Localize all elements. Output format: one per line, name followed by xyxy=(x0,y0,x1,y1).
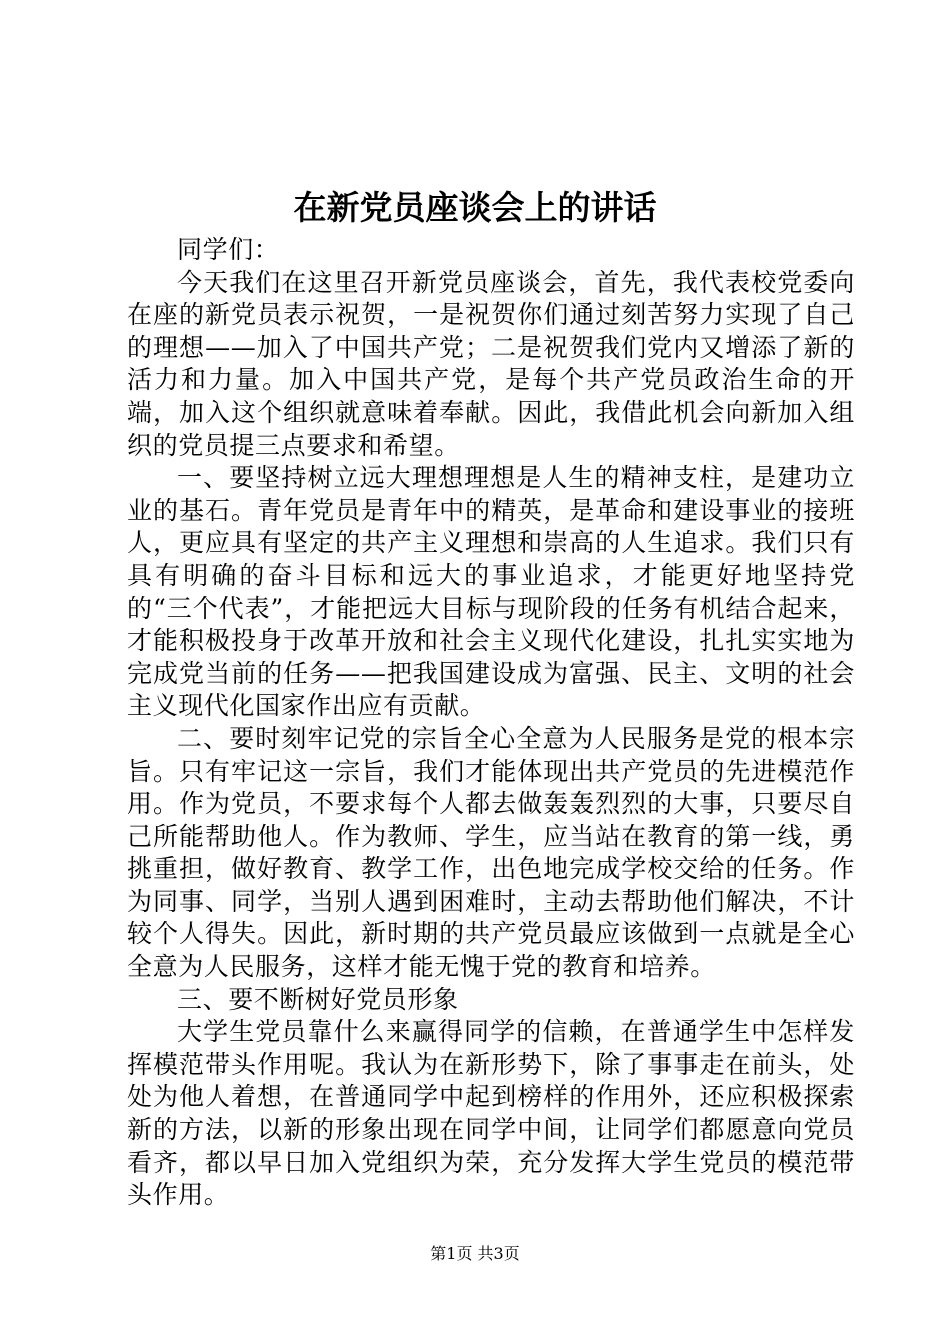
point-three-paragraph: 大学生党员靠什么来赢得同学的信赖，在普通学生中怎样发挥模范带头作用呢。我认为在新形势下，除了事事走在前头，处处为他人着想，在普通同学中起到榜样的作用外，还应积极探索新的方法，以新的形象出现在同学中间，让同学们都愿意向党员看齐，都以早日加入党组织为荣，充分发挥大学生党员的模范带头作用。 xyxy=(127,1017,855,1210)
point-three-heading: 三、要不断树好党员形象 xyxy=(177,984,459,1014)
page-number-footer: 第1页 共3页 xyxy=(430,1244,520,1263)
point-two-paragraph: 二、要时刻牢记党的宗旨全心全意为人民服务是党的根本宗旨。只有牢记这一宗旨，我们才能体现出共产党员的先进模范作用。作为党员，不要求每个人都去做轰轰烈烈的大事，只要尽自己所能帮助他人。作为教师、学生，应当站在教育的第一线，勇挑重担，做好教育、教学工作，出色地完成学校交给的任务。作为同事、同学，当别人遇到困难时，主动去帮助他们解决，不计较个人得失。因此，新时期的共产党员最应该做到一点就是全心全意为人民服务，这样才能无愧于党的教育和培养。 xyxy=(127,723,855,982)
point-one-paragraph: 一、要坚持树立远大理想理想是人生的精神支柱，是建功立业的基石。青年党员是青年中的精英，是革命和建设事业的接班人，更应具有坚定的共产主义理想和崇高的人生追求。我们只有具有明确的奋斗目标和远大的事业追求，才能更好地坚持党的“三个代表”，才能把远大目标与现阶段的任务有机结合起来，才能积极投身于改革开放和社会主义现代化建设，扎扎实实地为完成党当前的任务——把我国建设成为富强、民主、文明的社会主义现代化国家作出应有贡献。 xyxy=(127,463,855,721)
document-title: 在新党员座谈会上的讲话 xyxy=(293,188,657,227)
intro-paragraph: 今天我们在这里召开新党员座谈会，首先，我代表校党委向在座的新党员表示祝贺，一是祝贺你们通过刻苦努力实现了自己的理想——加入了中国共产党；二是祝贺我们党内又增添了新的活力和力量。加入中国共产党，是每个共产党员政治生命的开端，加入这个组织就意味着奉献。因此，我借此机会向新加入组织的党员提三点要求和希望。 xyxy=(127,267,855,460)
document-body xyxy=(127,234,855,1212)
salutation-paragraph: 同学们： xyxy=(177,235,280,264)
